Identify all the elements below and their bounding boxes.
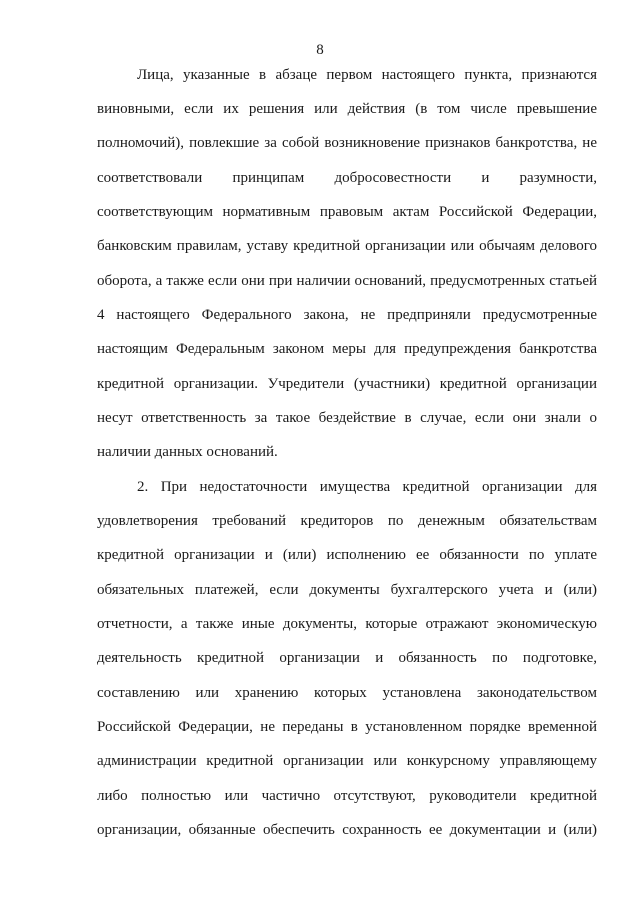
paragraph-1-line-7: оборота, а также если они при наличии оснований, предусмотренных статьей <box>97 273 597 289</box>
paragraph-2-line-11: организации, обязанные обеспечить сохранность ее документации и (или) <box>97 822 597 838</box>
paragraph-1-line-8: 4 настоящего Федерального закона, не предприняли предусмотренные <box>97 307 597 323</box>
paragraph-1-line-2: виновными, если их решения или действия (в том числе превышение <box>97 101 597 117</box>
paragraph-1-line-3: полномочий), повлекшие за собой возникновение признаков банкротства, не <box>97 135 597 151</box>
paragraph-2-line-3: кредитной организации и (или) исполнению ее обязанности по уплате <box>97 547 597 563</box>
paragraph-1-line-5: соответствующим нормативным правовым актам Российской Федерации, <box>97 204 597 220</box>
paragraph-2-line-6: деятельность кредитной организации и обязанность по подготовке, <box>97 650 597 666</box>
paragraph-1-line-6: банковским правилам, уставу кредитной организации или обычаям делового <box>97 238 597 254</box>
paragraph-2-line-9: администрации кредитной организации или конкурсному управляющему <box>97 753 597 769</box>
paragraph-2-line-7: составлению или хранению которых установлена законодательством <box>97 685 597 701</box>
paragraph-1-line-11: несут ответственность за такое бездействие в случае, если они знали о <box>97 410 597 426</box>
paragraph-1-line-10: кредитной организации. Учредители (участники) кредитной организации <box>97 376 597 392</box>
paragraph-1-line-9: настоящим Федеральным законом меры для предупреждения банкротства <box>97 341 597 357</box>
paragraph-2-line-5: отчетности, а также иные документы, которые отражают экономическую <box>97 616 597 632</box>
page-number: 8 <box>316 42 324 58</box>
paragraph-2-line-4: обязательных платежей, если документы бухгалтерского учета и (или) <box>97 582 597 598</box>
paragraph-1-line-12: наличии данных оснований. <box>97 444 278 460</box>
paragraph-2-line-10: либо полностью или частично отсутствуют, руководители кредитной <box>97 788 597 804</box>
paragraph-2-line-2: удовлетворения требований кредиторов по денежным обязательствам <box>97 513 597 529</box>
paragraph-1-line-4: соответствовали принципам добросовестности и разумности, <box>97 170 597 186</box>
paragraph-2-line-8: Российской Федерации, не переданы в установленном порядке временной <box>97 719 597 735</box>
paragraph-2-line-1: 2. При недостаточности имущества кредитной организации для <box>137 479 597 495</box>
paragraph-1-line-1: Лица, указанные в абзаце первом настоящего пункта, признаются <box>137 67 597 83</box>
